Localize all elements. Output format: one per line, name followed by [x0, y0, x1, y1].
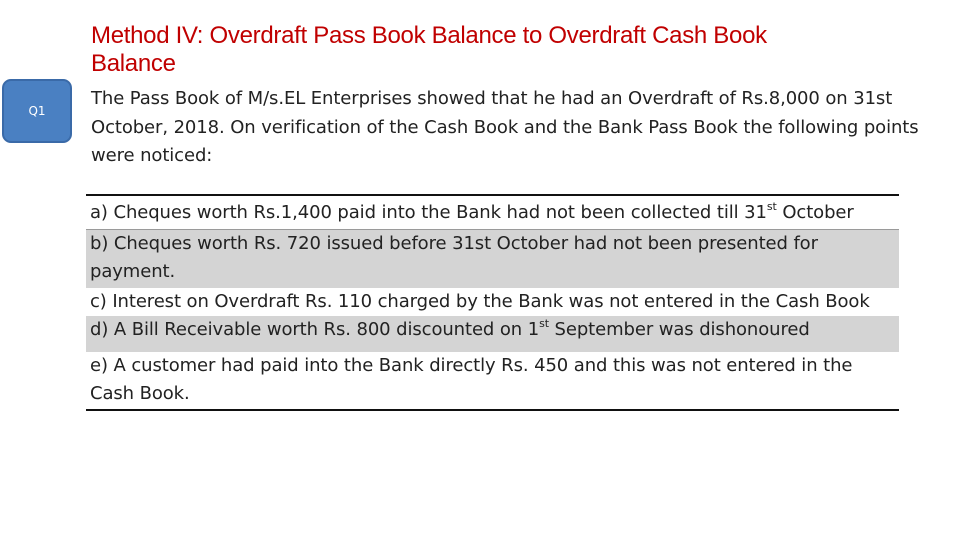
point-b-text: b) Cheques worth Rs. 720 issued before 31st October had not been presented for payment. [90, 232, 818, 282]
point-row-d [86, 316, 899, 352]
question-badge-label: Q1 [28, 104, 46, 118]
point-d-sup: st [539, 317, 549, 330]
point-d-tail: September was dishonoured [548, 319, 810, 340]
point-a-tail: October [776, 202, 854, 223]
slide-title: Method IV: Overdraft Pass Book Balance to Overdraft Cash Book Balance [91, 22, 767, 77]
point-a-text: a) Cheques worth Rs.1,400 paid into the Bank had not been collected till 31 [90, 202, 767, 223]
intro-paragraph: The Pass Book of M/s.EL Enterprises showed that he had an Overdraft of Rs.8,000 on 31st October, 2018. On verification of the Cash Book and the Bank Pass Book the following points were noticed: [91, 88, 919, 166]
point-e-text: e) A customer had paid into the Bank directly Rs. 450 and this was not entered in the Cash Book. [90, 354, 853, 404]
point-a-sup: st [766, 200, 777, 213]
point-row-e [86, 352, 899, 409]
question-badge [2, 79, 72, 143]
point-row-a [86, 196, 899, 229]
points-table [86, 194, 899, 411]
point-c-text: c) Interest on Overdraft Rs. 110 charged by the Bank was not entered in the Cash Book [90, 290, 870, 312]
point-d-text: d) A Bill Receivable worth Rs. 800 discounted on 1 [90, 319, 540, 340]
point-row-b [86, 229, 899, 288]
point-row-c [86, 288, 899, 317]
